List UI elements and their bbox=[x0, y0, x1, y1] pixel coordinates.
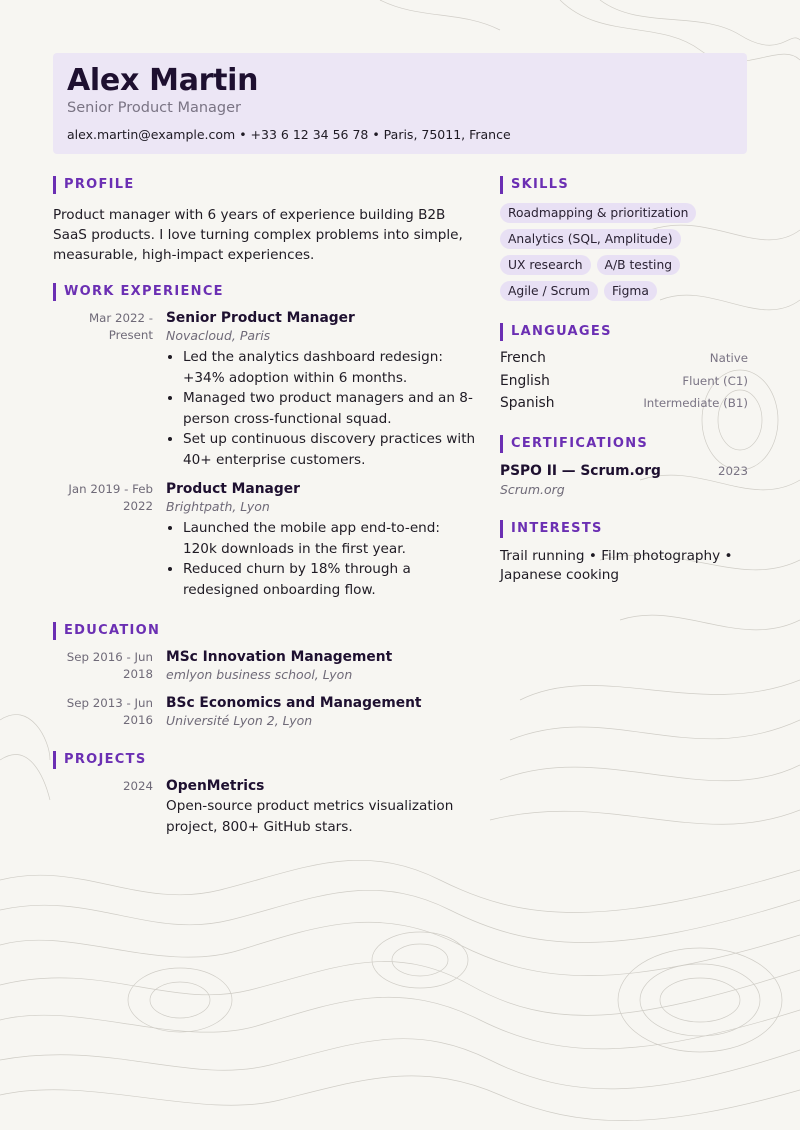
language-name: Spanish bbox=[500, 395, 555, 411]
entry-date: Sep 2013 - Jun 2016 bbox=[66, 696, 153, 727]
candidate-role: Senior Product Manager bbox=[67, 100, 242, 116]
entry-organization: emlyon business school, Lyon bbox=[166, 667, 353, 682]
section-title-projects: PROJECTS bbox=[53, 751, 478, 769]
entry-title: Senior Product Manager bbox=[166, 310, 355, 326]
entry-title: OpenMetrics bbox=[166, 778, 265, 794]
bullet-item: • Reduced churn by 18% through a redesigned onboarding flow. bbox=[183, 559, 478, 600]
skill-chip: Figma bbox=[604, 281, 657, 301]
language-level: Native bbox=[709, 351, 748, 365]
entry-title: MSc Innovation Management bbox=[166, 649, 393, 665]
section-title-languages: LANGUAGES bbox=[500, 323, 748, 341]
entry-title: Product Manager bbox=[166, 481, 300, 497]
language-row bbox=[500, 370, 748, 393]
skills-list bbox=[500, 203, 748, 301]
entry-organization: Université Lyon 2, Lyon bbox=[166, 713, 313, 728]
candidate-name: Alex Martin bbox=[67, 63, 259, 98]
bullet-item: • Managed two product managers and an 8-person cross-functional squad. bbox=[183, 388, 478, 429]
certification-title: PSPO II — Scrum.org bbox=[500, 462, 661, 479]
entry-date: Mar 2022 - Present bbox=[88, 311, 153, 342]
profile-summary: Product manager with 6 years of experience building B2B SaaS products. I love turning complex problems into simple, measurable, high-impact experiences. bbox=[53, 207, 463, 263]
contact-line: alex.martin@example.com • +33 6 12 34 56 78 • Paris, 75011, France bbox=[67, 127, 511, 142]
language-level: Fluent (C1) bbox=[682, 373, 748, 388]
bullet-item: • Launched the mobile app end-to-end: 120k downloads in the first year. bbox=[183, 518, 478, 559]
certification-issuer: Scrum.org bbox=[500, 481, 565, 497]
entry-description: Open-source product metrics visualization project, 800+ GitHub stars. bbox=[166, 798, 454, 835]
skill-chip: Agile / Scrum bbox=[500, 281, 598, 301]
project-entry bbox=[53, 777, 478, 837]
work-entry bbox=[53, 309, 478, 470]
entry-date: Sep 2016 - Jun 2018 bbox=[66, 650, 153, 681]
language-row bbox=[500, 392, 748, 415]
section-title-interests: INTERESTS bbox=[500, 520, 748, 538]
entry-date: Jan 2019 - Feb 2022 bbox=[68, 482, 153, 513]
skill-chip: A/B testing bbox=[597, 255, 681, 275]
bullet-list bbox=[166, 518, 478, 600]
skill-chip: UX research bbox=[500, 255, 591, 275]
entry-organization: Brightpath, Lyon bbox=[166, 499, 270, 514]
entry-organization: Novacloud, Paris bbox=[166, 328, 271, 343]
resume-header bbox=[53, 53, 747, 154]
section-title-education: EDUCATION bbox=[53, 622, 478, 640]
language-level: Intermediate (B1) bbox=[643, 396, 748, 410]
section-title-profile: PROFILE bbox=[53, 176, 478, 194]
work-entry bbox=[53, 480, 478, 600]
certification-entry bbox=[500, 461, 748, 498]
skill-chip: Analytics (SQL, Amplitude) bbox=[500, 229, 681, 249]
certification-year: 2023 bbox=[717, 463, 748, 478]
entry-date: 2024 bbox=[122, 779, 153, 793]
bullet-list bbox=[166, 347, 478, 470]
language-name: English bbox=[500, 372, 550, 389]
skill-chip: Roadmapping & prioritization bbox=[500, 203, 696, 223]
interests-text: Trail running • Film photography • Japanese cooking bbox=[500, 547, 733, 583]
section-title-certifications: CERTIFICATIONS bbox=[500, 435, 748, 453]
entry-title: BSc Economics and Management bbox=[166, 695, 422, 711]
bullet-item: • Led the analytics dashboard redesign: +34% adoption within 6 months. bbox=[183, 347, 478, 388]
section-title-skills: SKILLS bbox=[500, 176, 748, 194]
bullet-item: • Set up continuous discovery practices with 40+ enterprise customers. bbox=[183, 429, 478, 470]
right-column bbox=[500, 176, 748, 586]
education-entry bbox=[53, 648, 478, 683]
left-column bbox=[53, 176, 478, 837]
language-row bbox=[500, 347, 748, 370]
languages-list bbox=[500, 347, 748, 415]
education-entry bbox=[53, 694, 478, 729]
language-name: French bbox=[500, 350, 546, 366]
section-title-work: WORK EXPERIENCE bbox=[53, 283, 478, 301]
